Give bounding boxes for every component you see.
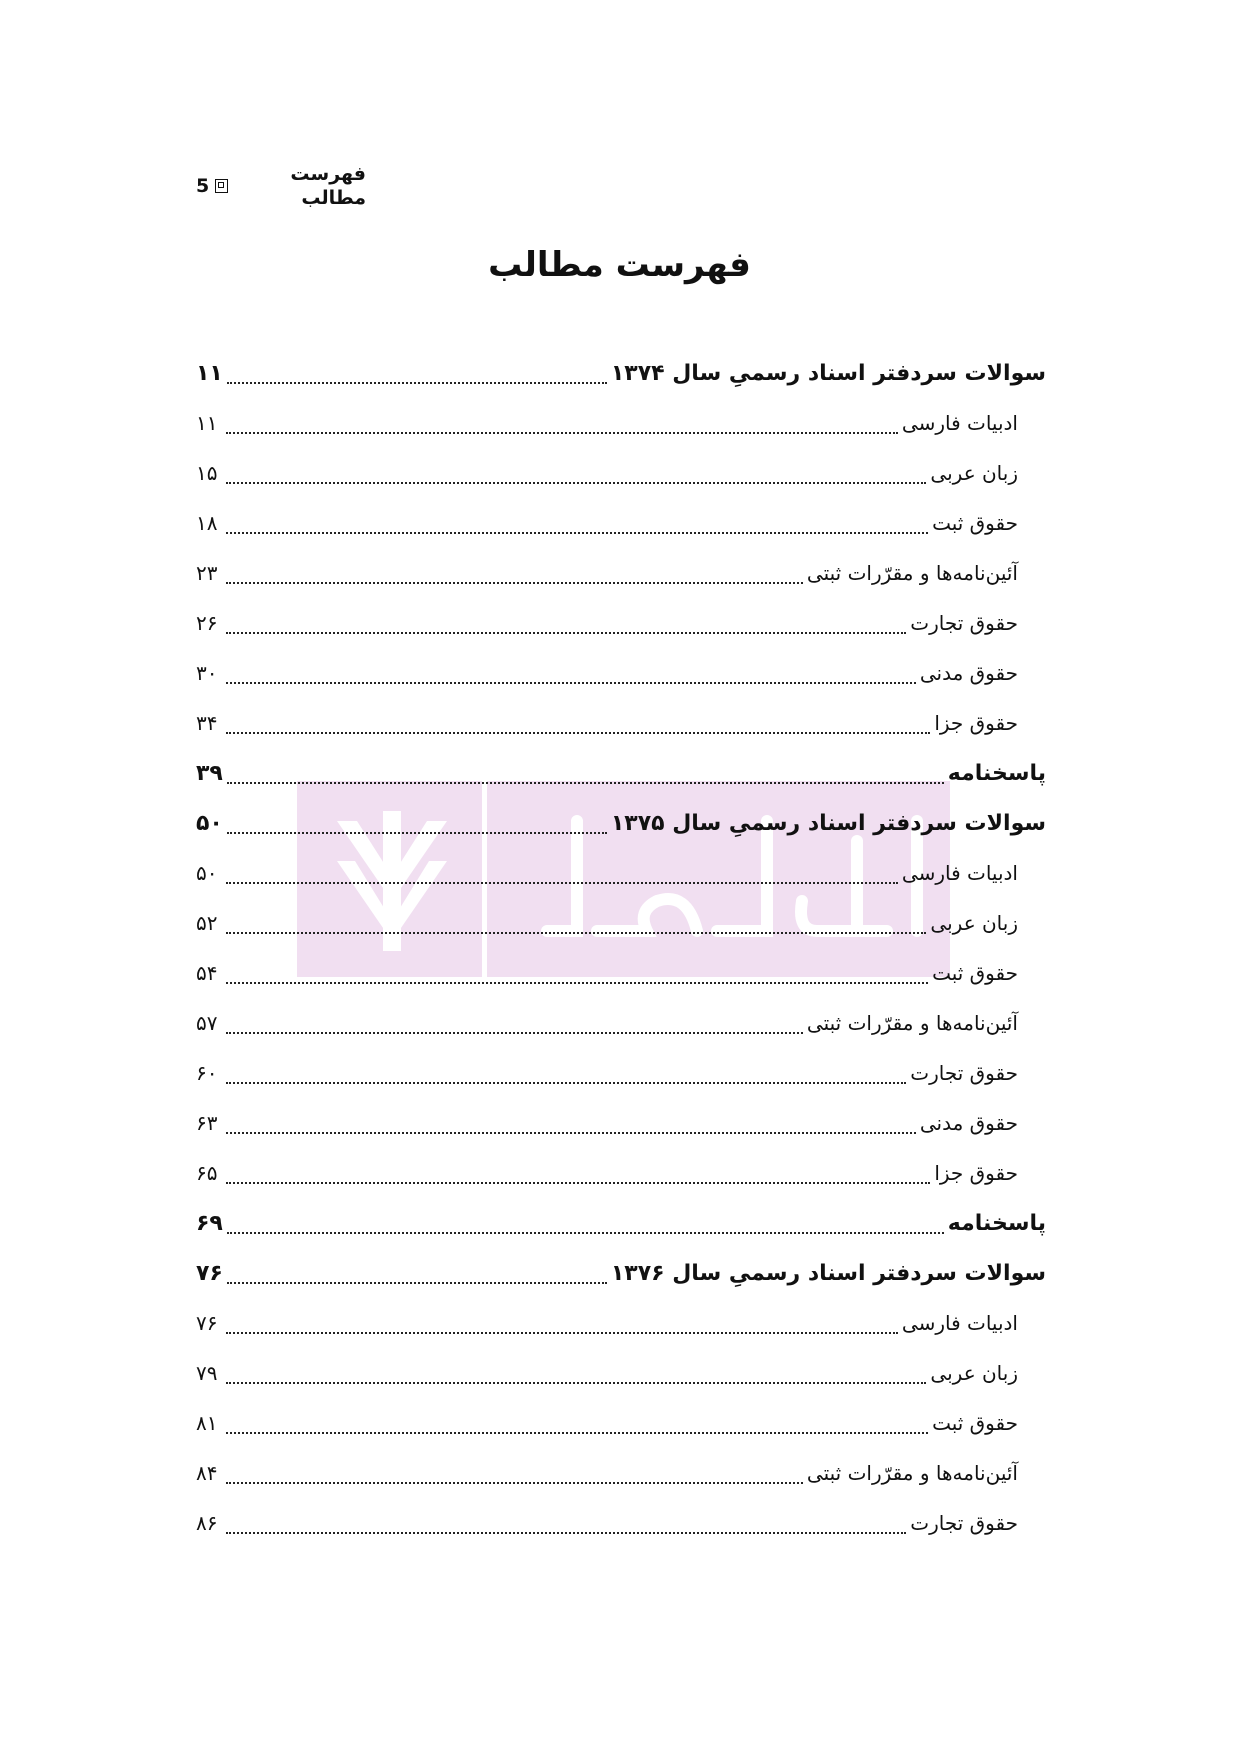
toc-entry-title: حقوق تجارت xyxy=(910,1061,1018,1085)
toc-entry-title: حقوق جزا xyxy=(934,1161,1018,1185)
toc-entry-page: ۶۳ xyxy=(196,1111,218,1135)
toc-entry[interactable] xyxy=(196,1148,1046,1198)
toc-entry[interactable] xyxy=(196,498,1046,548)
toc-entry-page: ۵۲ xyxy=(196,911,218,935)
toc-entry-page: ۸۱ xyxy=(196,1411,218,1435)
toc-entry-page: ۵۰ xyxy=(196,861,218,885)
toc-entry-page: ۲۳ xyxy=(196,561,218,585)
toc-entry-page: ۷۶ xyxy=(196,1260,223,1286)
toc-entry-page: ۸۶ xyxy=(196,1511,218,1535)
toc-entry-page: ۱۱ xyxy=(196,360,223,386)
toc-leader-dots xyxy=(226,620,906,634)
toc-entry-page: ۳۹ xyxy=(196,760,223,786)
toc-entry-title: حقوق مدنی xyxy=(919,661,1018,685)
toc-section-entry[interactable] xyxy=(196,748,1046,798)
toc-leader-dots xyxy=(226,1020,803,1034)
toc-entry-title: ادبیات فارسی xyxy=(901,861,1018,885)
toc-leader-dots xyxy=(226,570,803,584)
toc-leader-dots xyxy=(226,1370,926,1384)
toc-entry[interactable] xyxy=(196,1498,1046,1548)
toc-entry-page: ۱۸ xyxy=(196,511,218,535)
toc-leader-dots xyxy=(226,1420,928,1434)
toc-entry-page: ۵۷ xyxy=(196,1011,218,1035)
toc-entry-title: زبان عربی xyxy=(930,911,1018,935)
toc-entry[interactable] xyxy=(196,1098,1046,1148)
toc-entry[interactable] xyxy=(196,898,1046,948)
toc-entry[interactable] xyxy=(196,648,1046,698)
toc-entry[interactable] xyxy=(196,1398,1046,1448)
toc-entry-title: پاسخنامه xyxy=(947,760,1046,786)
toc-entry[interactable] xyxy=(196,1448,1046,1498)
toc-leader-dots xyxy=(227,370,607,384)
page-number: 5 xyxy=(196,175,210,197)
toc-leader-dots xyxy=(226,720,930,734)
toc-entry-title: حقوق ثبت xyxy=(932,961,1018,985)
toc-entry-title: حقوق جزا xyxy=(934,711,1018,735)
toc-section-entry[interactable] xyxy=(196,348,1046,398)
toc-entry-page: ۱۵ xyxy=(196,461,218,485)
toc-entry-page: ۶۹ xyxy=(196,1210,223,1236)
toc-entry[interactable] xyxy=(196,948,1046,998)
toc-leader-dots xyxy=(226,670,916,684)
table-of-contents xyxy=(196,348,1046,1548)
toc-entry[interactable] xyxy=(196,998,1046,1048)
running-header-title: فهرست مطالب xyxy=(290,163,366,209)
toc-entry[interactable] xyxy=(196,848,1046,898)
toc-entry-title: آئین‌نامه‌ها و مقرّرات ثبتی xyxy=(806,1461,1018,1485)
toc-entry-page: ۳۰ xyxy=(196,661,218,685)
toc-leader-dots xyxy=(227,1270,607,1284)
toc-entry-page: ۷۶ xyxy=(196,1311,218,1335)
toc-leader-dots xyxy=(226,1170,930,1184)
toc-entry[interactable] xyxy=(196,1298,1046,1348)
toc-entry[interactable] xyxy=(196,598,1046,648)
toc-leader-dots xyxy=(226,470,926,484)
toc-leader-dots xyxy=(227,770,944,784)
toc-leader-dots xyxy=(226,970,928,984)
toc-leader-dots xyxy=(226,1470,803,1484)
toc-leader-dots xyxy=(226,520,928,534)
toc-entry-title: حقوق تجارت xyxy=(910,1511,1018,1535)
toc-entry-page: ۳۴ xyxy=(196,711,218,735)
toc-entry-title: ادبیات فارسی xyxy=(901,1311,1018,1335)
toc-entry-page: ۸۴ xyxy=(196,1461,218,1485)
toc-leader-dots xyxy=(226,1120,916,1134)
toc-entry-title: سوالات سردفتر اسناد رسمیِ سال ۱۳۷۶ xyxy=(610,1260,1046,1286)
toc-entry[interactable] xyxy=(196,548,1046,598)
toc-leader-dots xyxy=(227,1220,944,1234)
toc-entry-page: ۵۴ xyxy=(196,961,218,985)
toc-entry-title: آئین‌نامه‌ها و مقرّرات ثبتی xyxy=(806,561,1018,585)
toc-section-entry[interactable] xyxy=(196,1248,1046,1298)
toc-entry-title: حقوق مدنی xyxy=(919,1111,1018,1135)
toc-entry-title: ادبیات فارسی xyxy=(901,411,1018,435)
toc-entry-title: زبان عربی xyxy=(930,461,1018,485)
toc-entry[interactable] xyxy=(196,398,1046,448)
page-number-icon xyxy=(215,179,228,193)
toc-entry-title: سوالات سردفتر اسناد رسمیِ سال ۱۳۷۵ xyxy=(610,810,1046,836)
toc-leader-dots xyxy=(226,1070,906,1084)
toc-entry[interactable] xyxy=(196,698,1046,748)
toc-leader-dots xyxy=(226,920,926,934)
toc-entry-page: ۶۰ xyxy=(196,1061,218,1085)
toc-entry-title: پاسخنامه xyxy=(947,1210,1046,1236)
toc-entry-title: حقوق ثبت xyxy=(932,511,1018,535)
running-header xyxy=(196,162,366,210)
toc-entry[interactable] xyxy=(196,448,1046,498)
toc-leader-dots xyxy=(226,420,898,434)
toc-entry-page: ۶۵ xyxy=(196,1161,218,1185)
toc-leader-dots xyxy=(226,1520,906,1534)
toc-entry-page: ۱۱ xyxy=(196,411,218,435)
toc-section-entry[interactable] xyxy=(196,798,1046,848)
toc-entry-page: ۵۰ xyxy=(196,810,223,836)
toc-leader-dots xyxy=(226,1320,898,1334)
toc-entry-title: سوالات سردفتر اسناد رسمیِ سال ۱۳۷۴ xyxy=(610,360,1046,386)
page-title: فهرست مطالب xyxy=(488,245,751,285)
toc-entry[interactable] xyxy=(196,1048,1046,1098)
toc-section-entry[interactable] xyxy=(196,1198,1046,1248)
toc-entry-title: حقوق ثبت xyxy=(932,1411,1018,1435)
toc-entry[interactable] xyxy=(196,1348,1046,1398)
toc-entry-page: ۲۶ xyxy=(196,611,218,635)
toc-entry-page: ۷۹ xyxy=(196,1361,218,1385)
toc-entry-title: حقوق تجارت xyxy=(910,611,1018,635)
toc-leader-dots xyxy=(227,820,607,834)
toc-entry-title: آئین‌نامه‌ها و مقرّرات ثبتی xyxy=(806,1011,1018,1035)
toc-entry-title: زبان عربی xyxy=(930,1361,1018,1385)
toc-leader-dots xyxy=(226,870,898,884)
